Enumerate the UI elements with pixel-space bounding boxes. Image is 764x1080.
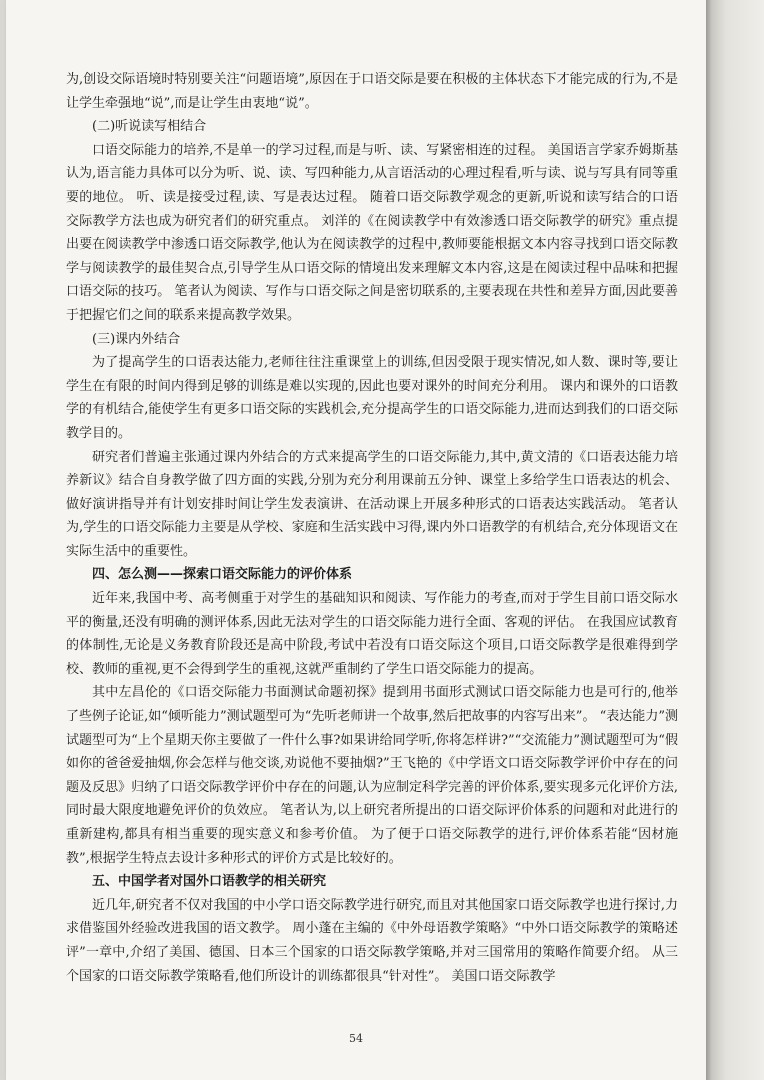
section-heading-foreign-research: 五、中国学者对国外口语教学的相关研究: [92, 874, 327, 890]
paragraph: 研究者们普遍主张通过课内外结合的方式来提高学生的口语交际能力,其中,黄文清的《口语表达能力培养新议》结合自身教学做了四方面的实践,分别为充分利用课前五分钟、课堂上多给学生口语表达的机会、做好演讲指导并有计划安排时间让学生发表演讲、在活动课上开展多种形式的口语表达实践活动。 笔者认为,学生的口语交际能力主要是从学校、家庭和生活实践中习得,课内外口语教学的有机结合,充分体现语文在实际生活中的重要性。: [66, 449, 678, 559]
subheading-in-out-class: (三)课内外结合: [92, 331, 181, 347]
subheading-listen-speak-read-write: (二)听说读写相结合: [92, 119, 207, 135]
paragraph: 近年来,我国中考、高考侧重于对学生的基础知识和阅读、写作能力的考查,而对于学生目前口语交际水平的衡量,还没有明确的测评体系,因此无法对学生的口语交际能力进行全面、客观的评估。 在我国应试教育的体制性,无论是义务教育阶段还是高中阶段,考试中若没有口语交际这个项目,口语交际教学是很难得到学校、教师的重视,更不会得到学生的重视,这就严重制约了学生口语交际能力的提高。: [66, 591, 678, 677]
scan-page-edge: [706, 0, 764, 1080]
page-number: 54: [349, 1032, 363, 1045]
paragraph-continuation: 为,创设交际语境时特别要关注“问题语境”,原因在于口语交际是要在积极的主体状态下才能完成的行为,不是让学生牵强地“说”,而是让学生由衷地“说”。: [66, 72, 678, 111]
paragraph: 其中左昌伦的《口语交际能力书面测试命题初探》提到用书面形式测试口语交际能力也是可行的,他举了些例子论证,如“倾听能力”测试题型可为“先听老师讲一个故事,然后把故事的内容写出来”。 “表达能力”测试题型可为“上个星期天你主要做了一件什么事?如果讲给同学听,你将怎样讲?”“交流能力”测试题型可为“假如你的爸爸爱抽烟,你会怎样与他交谈,劝说他不要抽烟?”王飞艳的《中学语文口语交际教学评价中存在的问题及反思》归纳了口语交际教学评价中存在的问题,认为应制定科学完善的评价体系,要实现多元化评价方法,同时最大限度地避免评价的负效应。 笔者认为,以上研究者所提出的口语交际评价体系的问题和对此进行的重新建构,都具有相当重要的现实意义和参考价值。 为了便于口语交际教学的进行,评价体系若能“因材施教”,根据学生特点去设计多种形式的评价方式是比较好的。: [66, 685, 678, 866]
paragraph: 口语交际能力的培养,不是单一的学习过程,而是与听、读、写紧密相连的过程。 美国语言学家乔姆斯基认为,语言能力具体可以分为听、说、读、写四种能力,从言语活动的心理过程看,听与读、说与写具有同等重要的地位。 听、读是接受过程,读、写是表达过程。 随着口语交际教学观念的更新,听说和读写结合的口语交际教学方法也成为研究者们的研究重点。 刘洋的《在阅读教学中有效渗透口语交际教学的研究》重点提出要在阅读教学中渗透口语交际教学,他认为在阅读教学的过程中,教师要能根据文本内容寻找到口语交际教学与阅读教学的最佳契合点,引导学生从口语交际的情境出发来理解文本内容,这是在阅读过程中品味和把握口语交际的技巧。 笔者认为阅读、写作与口语交际之间是密切联系的,主要表现在共性和差异方面,因此要善于把握它们之间的联系来提高教学效果。: [66, 142, 678, 323]
paragraph: 近几年,研究者不仅对我国的中小学口语交际教学进行研究,而且对其他国家口语交际教学也进行探讨,力求借鉴国外经验改进我国的语文教学。 周小蓬在主编的《中外母语教学策略》“中外口语交际教学的策略述评”一章中,介绍了美国、德国、日本三个国家的口语交际教学策略,并对三国常用的策略作简要介绍。 从三个国家的口语交际教学策略看,他们所设计的训练都很具“针对性”。 美国口语交际教学: [66, 897, 678, 984]
document-body: [66, 68, 678, 988]
page-sheet: [6, 0, 706, 1080]
paragraph: 为了提高学生的口语表达能力,老师往往注重课堂上的训练,但因受限于现实情况,如人数、课时等,要让学生在有限的时间内得到足够的训练是难以实现的,因此也要对课外的时间充分利用。 课内和课外的口语教学的有机结合,能使学生有更多口语交际的实践机会,充分提高学生的口语交际能力,进而达到我们的口语交际教学目的。: [66, 355, 678, 441]
section-heading-evaluation: 四、怎么测——探索口语交际能力的评价体系: [92, 567, 353, 583]
